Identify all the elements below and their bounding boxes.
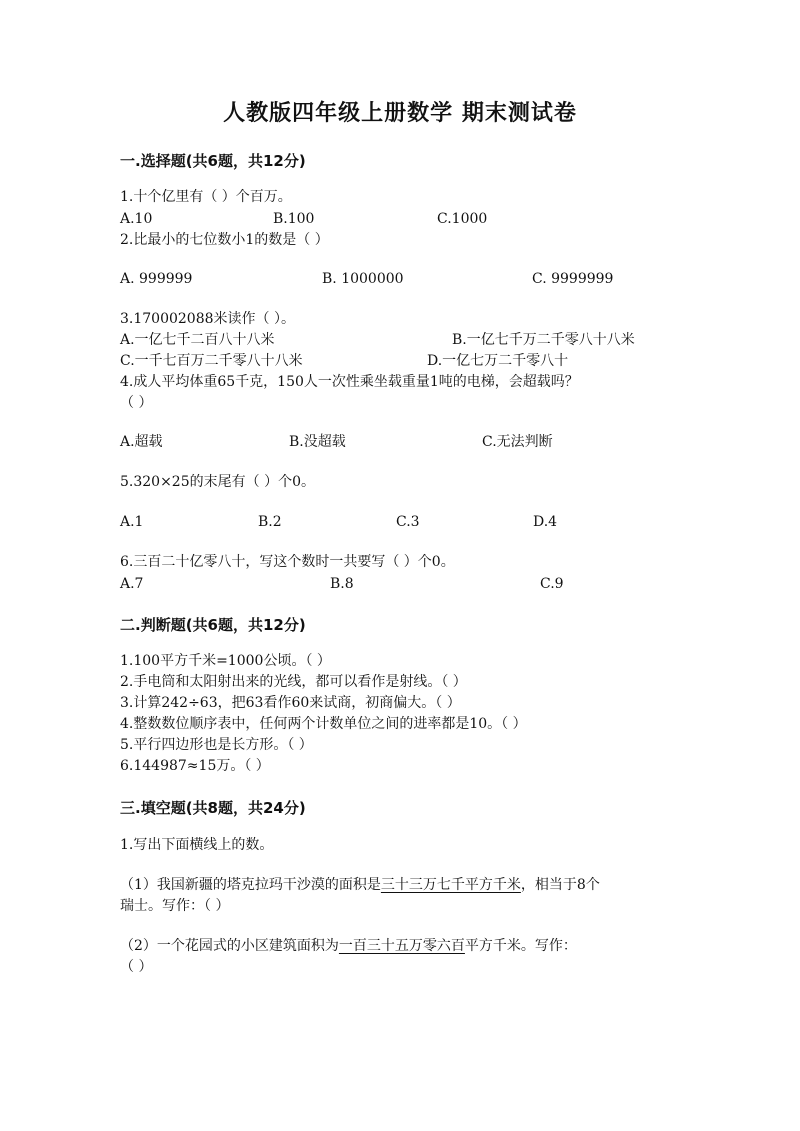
answer-blank: 瑞士。写作：（ ）	[120, 898, 230, 914]
option-c: C.无法判断	[482, 434, 553, 450]
question-stem: 5.320×25的末尾有（ ）个0。	[120, 474, 315, 490]
underlined-term: 三十三万七千平方千米	[380, 877, 521, 893]
section-heading-judge: 二.判断题(共6题，共12分)	[120, 616, 306, 634]
sub-question-text: ，相当于8个	[520, 877, 600, 893]
option-c: C.一千七百万二千零八十八米	[120, 353, 303, 369]
option-a: A.7	[120, 576, 144, 592]
judge-item: 6.144987≈15万。（ ）	[120, 758, 270, 774]
question-stem: 4.成人平均体重65千克，150人一次性乘坐载重量1吨的电梯，会超载吗？	[120, 374, 579, 390]
option-b: B. 1000000	[322, 271, 404, 287]
option-a: A.一亿七千二百八十八米	[120, 332, 275, 348]
answer-blank: （ ）	[120, 395, 153, 411]
sub-question	[120, 937, 577, 955]
sub-question-text: （2）一个花园式的小区建筑面积为	[120, 938, 339, 954]
section-heading-fill: 三.填空题(共8题，共24分)	[120, 799, 306, 817]
judge-item: 3.计算242÷63，把63看作60来试商，初商偏大。（ ）	[120, 695, 461, 711]
judge-item: 5.平行四边形也是长方形。（ ）	[120, 737, 313, 753]
page-title: 人教版四年级上册数学 期末测试卷	[223, 100, 577, 126]
option-a: A.1	[120, 514, 144, 530]
option-a: A. 999999	[120, 271, 193, 287]
option-c: C. 9999999	[532, 271, 614, 287]
option-a: A.10	[120, 211, 153, 227]
sub-question-text: 平方千米。写作：	[464, 938, 577, 954]
option-c: C.9	[540, 576, 564, 592]
question-stem: 1.十个亿里有（ ）个百万。	[120, 189, 292, 205]
section-heading-choice: 一.选择题(共6题，共12分)	[120, 152, 306, 170]
option-c: C.3	[396, 514, 420, 530]
judge-item: 4.整数数位顺序表中，任何两个计数单位之间的进率都是10。（ ）	[120, 716, 527, 732]
option-d: D.4	[533, 514, 558, 530]
option-b: B.2	[258, 514, 282, 530]
answer-blank: （ ）	[120, 959, 153, 975]
option-c: C.1000	[437, 211, 488, 227]
underlined-term: 一百三十五万零六百	[338, 938, 465, 954]
option-b: B.100	[273, 211, 315, 227]
question-stem: 2.比最小的七位数小1的数是（ ）	[120, 232, 329, 248]
question-stem: 1.写出下面横线上的数。	[120, 837, 274, 853]
judge-item: 2.手电筒和太阳射出来的光线，都可以看作是射线。（ ）	[120, 674, 467, 690]
option-d: D.一亿七万二千零八十	[427, 353, 569, 369]
option-b: B.8	[330, 576, 354, 592]
question-stem: 6.三百二十亿零八十，写这个数时一共要写（ ）个0。	[120, 554, 455, 570]
question-stem: 3.170002088米读作（ ）。	[120, 311, 295, 327]
judge-item: 1.100平方千米=1000公顷。（ ）	[120, 653, 331, 669]
option-a: A.超载	[120, 434, 163, 450]
option-b: B.没超载	[289, 434, 346, 450]
sub-question	[120, 876, 600, 894]
sub-question-text: （1）我国新疆的塔克拉玛干沙漠的面积是	[120, 877, 381, 893]
option-b: B.一亿七千万二千零八十八米	[452, 332, 635, 348]
